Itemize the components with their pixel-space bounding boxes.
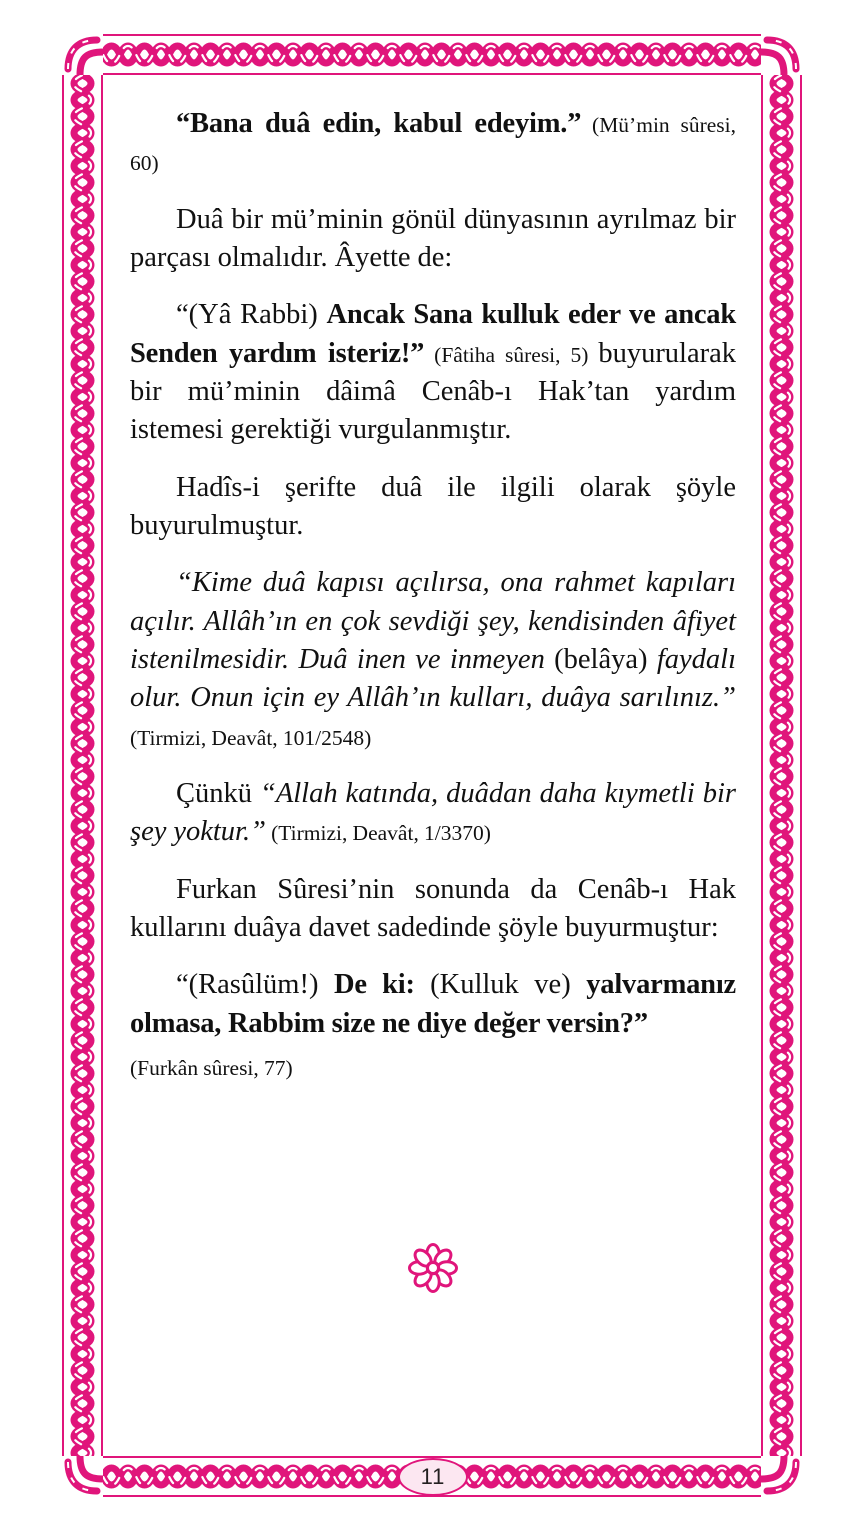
text-run-normal: Hadîs-i şerifte duâ ile ilgili olarak şöyle buyurulmuştur. xyxy=(130,471,736,541)
text-run-bold: Ancak Sana kulluk eder ve ancak Senden yardım isteriz!” xyxy=(130,299,736,369)
text-run-italic: faydalı olur. Onun için ey Allâh’ın kulları, duâya sarılınız.” xyxy=(130,643,737,714)
paragraph-quote-fatiha xyxy=(130,296,736,449)
text-run-upright: (belâya) xyxy=(554,643,657,675)
paragraph-furkan-source xyxy=(130,1048,736,1086)
text-run-bold: De ki: xyxy=(333,969,431,1001)
paragraph-hadith-kime-dua xyxy=(130,564,736,756)
text-run-normal: buyurularak bir mü’minin dâimâ Cenâb-ı Hak’tan yardım istemesi gerektiği vurgulanmıştır. xyxy=(130,337,737,446)
border-corner-knot-top-left xyxy=(62,34,103,75)
text-run-source: (Furkân sûresi, 77) xyxy=(130,1055,293,1080)
text-run-italic: “Kime duâ kapısı açılırsa, ona rahmet kapıları açılır. Allâh’ın en çok sevdiği şey, kendisinden âfiyet istenilmesidir. Duâ inen ve inmeyen xyxy=(130,567,736,675)
text-run-source: (Fâtiha sûresi, 5) xyxy=(424,342,599,367)
flower-ornament xyxy=(0,1242,866,1299)
text-run-normal: Çünkü xyxy=(176,777,260,809)
text-run-source: (Tirmizi, Deavât, 101/2548) xyxy=(130,725,372,750)
text-run-normal: Duâ bir mü’minin gönül dünyasının ayrılmaz bir parçası olmalıdır. Âyette de: xyxy=(130,203,736,273)
page-number-value: 11 xyxy=(420,1464,446,1489)
page-body-text xyxy=(130,105,736,1086)
border-corner-knot-top-right xyxy=(761,34,802,75)
border-corner-knot-bottom-left xyxy=(62,1456,103,1497)
text-run-normal: Furkan Sûresi’nin sonunda da Cenâb-ı Hak kullarını duâya davet sadedinde şöyle buyurmuştur: xyxy=(130,873,736,943)
border-corner-knot-bottom-right xyxy=(761,1456,802,1497)
text-run-normal: (Kulluk ve) xyxy=(430,969,587,1001)
border-braid-top xyxy=(62,34,802,75)
paragraph-hadith-intro xyxy=(130,469,736,546)
text-run-source: (Tirmizi, Deavât, 1/3370) xyxy=(265,821,491,846)
text-run-bold: “Bana duâ edin, kabul edeyim.” xyxy=(176,108,582,139)
paragraph-hadith-allah-katinda xyxy=(130,775,736,852)
paragraph-furkan-intro xyxy=(130,871,736,948)
text-run-italic: “Allah katında, duâdan daha kıymetli bir şey yoktur.” xyxy=(130,777,737,848)
text-run-normal: “(Rasûlüm!) xyxy=(176,969,334,1001)
page-number-badge xyxy=(398,1458,468,1496)
paragraph-quote-furkan xyxy=(130,966,736,1043)
paragraph-quote-mumin xyxy=(130,105,736,182)
text-run-source: (Mü’min sûresi, 60) xyxy=(130,113,736,176)
text-run-normal: “(Yâ Rabbi) xyxy=(176,299,327,331)
eight-petal-flower-icon xyxy=(407,1242,459,1294)
text-run-bold: yalvarmanız olmasa, Rabbim size ne diye değer versin?” xyxy=(130,969,736,1039)
paragraph-dua-intro xyxy=(130,201,736,278)
